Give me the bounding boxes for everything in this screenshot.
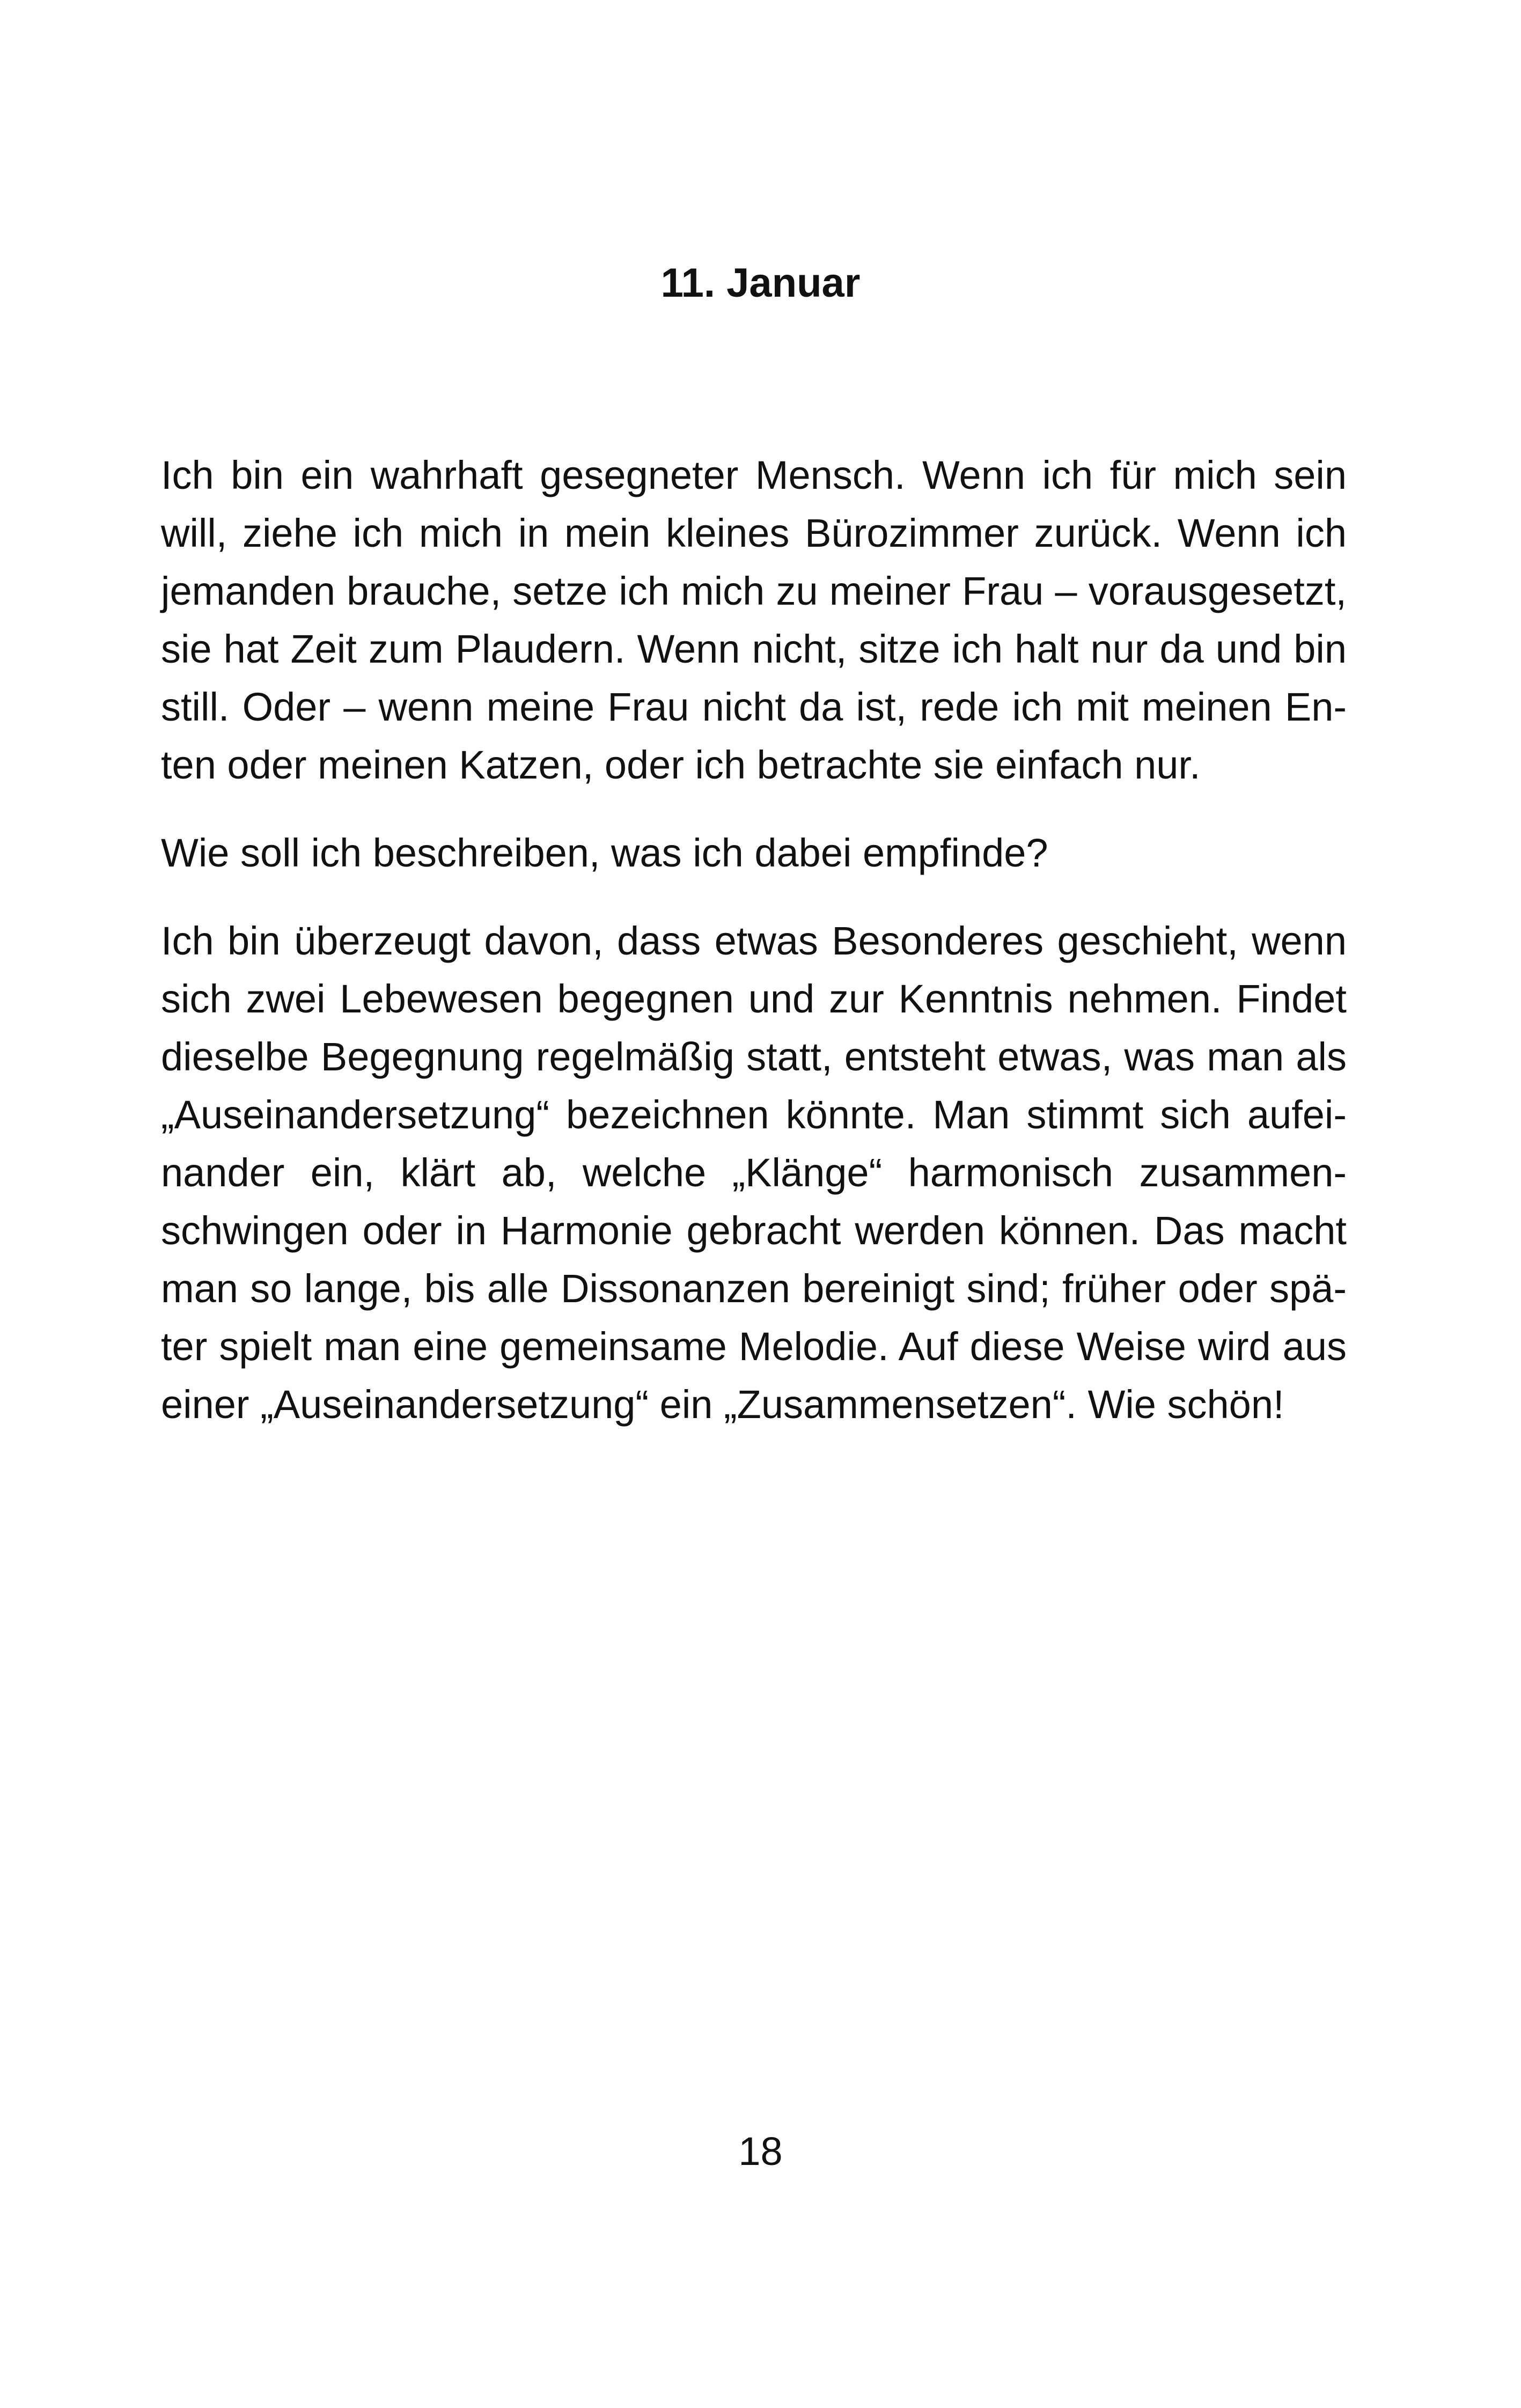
text-line: ter spielt man eine gemeinsame Melodie. Auf diese Weise wird aus <box>161 1324 1347 1369</box>
text-line: sich zwei Lebewesen begegnen und zur Kenntnis nehmen. Findet <box>161 977 1347 1021</box>
text-line: einer „Auseinandersetzung“ ein „Zusammensetzen“. Wie schön! <box>161 1382 1284 1427</box>
page-number: 18 <box>738 2129 783 2174</box>
page-title: 11. Januar <box>660 260 861 306</box>
text-line: „Auseinandersetzung“ bezeichnen könnte. Man stimmt sich aufei- <box>161 1092 1347 1137</box>
body-text <box>161 446 1347 1464</box>
text-line: Wie soll ich beschreiben, was ich dabei empfinde? <box>161 831 1048 875</box>
paragraph-1 <box>161 446 1347 794</box>
text-line: schwingen oder in Harmonie gebracht werden können. Das macht <box>161 1208 1347 1253</box>
text-line: Ich bin ein wahrhaft gesegneter Mensch. Wenn ich für mich sein <box>161 453 1347 497</box>
text-line: man so lange, bis alle Dissonanzen bereinigt sind; früher oder spä- <box>161 1266 1347 1311</box>
text-line: Ich bin überzeugt davon, dass etwas Besonderes geschieht, wenn <box>161 919 1347 963</box>
text-line: will, ziehe ich mich in mein kleines Bürozimmer zurück. Wenn ich <box>161 511 1347 555</box>
paragraph-3 <box>161 912 1347 1434</box>
text-line: jemanden brauche, setze ich mich zu meiner Frau – vorausgesetzt, <box>161 569 1347 613</box>
text-line: nander ein, klärt ab, welche „Klänge“ harmonisch zusammen- <box>161 1150 1347 1195</box>
text-line: still. Oder – wenn meine Frau nicht da ist, rede ich mit meinen En- <box>161 685 1347 729</box>
text-line: ten oder meinen Katzen, oder ich betrachte sie einfach nur. <box>161 743 1201 787</box>
text-line: sie hat Zeit zum Plaudern. Wenn nicht, sitze ich halt nur da und bin <box>161 627 1347 671</box>
text-line: dieselbe Begegnung regelmäßig statt, entsteht etwas, was man als <box>161 1034 1347 1079</box>
paragraph-2 <box>161 824 1347 882</box>
